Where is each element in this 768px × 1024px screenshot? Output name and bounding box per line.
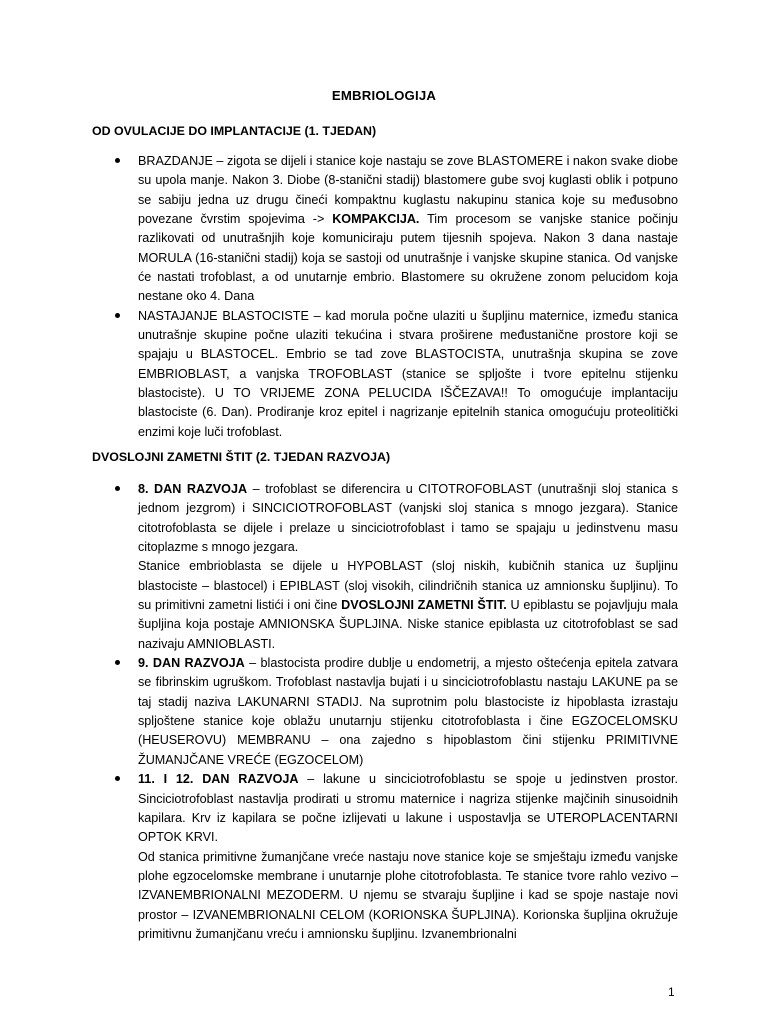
section-heading-week-2: DVOSLOJNI ZAMETNI ŠTIT (2. TJEDAN RAZVOJA) <box>92 450 391 464</box>
paragraph-text: BRAZDANJE – zigota se dijeli i stanice koje nastaju se zove BLASTOMERE i nakon svake diobe su upola manje. Nakon 3. Diobe (8-stanični stadij) blastomere gube svoj kuglasti oblik i potpuno se sabiju jedna uz drugu čineći kompaktnu kuglastu nakupinu stanica koje su međusobno povezane čvrstim spojevima -> <box>138 154 678 227</box>
paragraph-text: U epiblastu se pojavljuju mala šupljina koja postaje AMNIONSKA ŠUPLJINA. Niske stanice epiblasta uz citotrofoblast se sad nazivaju AMNIOBLASTI. <box>138 598 679 651</box>
paragraph-text: – trofoblast se diferencira u CITOTROFOBLAST (unutrašnji sloj stanica s jednom jezgrom) i SINCICIOTROFOBLAST (vanjski sloj stanica s mnogo jezgara). Stanice citotrofoblasta se dijele i prelaze u sinciciotrofoblast i tamo se spajaju u jedinstvenu masu citoplazme s mnogo jezgara. <box>138 482 679 555</box>
page-number: 1 <box>668 985 675 999</box>
bold-term: DVOSLOJNI ZAMETNI ŠTIT. <box>341 598 507 613</box>
section-heading-week-1: OD OVULACIJE DO IMPLANTACIJE (1. TJEDAN) <box>92 124 377 138</box>
bullet-icon <box>115 313 120 318</box>
bold-term: 9. DAN RAZVOJA <box>138 656 245 671</box>
bullet-list-week-1 <box>92 152 678 442</box>
paragraph <box>138 848 678 945</box>
paragraph <box>138 654 678 770</box>
paragraph-text: – blastocista prodire dublje u endometrij, a mjesto oštećenja epitela zatvara se fibrinskim ugruškom. Trofoblast nastavlja bujati i u sinciciotrofoblastu nastaju LAKUNE pa se taj stadij naziva LAKUNARNI STADIJ. Na suprotnim polu blastociste iz hipoblasta izrastaju spljoštene stanice koje oblažu unutarnju stijenku citotrofoblasta i čine EGZOCELOMSKU (HEUSEROVU) MEMBRANU – ona zajedno s hipoblastom čini stijenku PRIMITIVNE ŽUMANJČANE VREĆE (EGZOCELOM) <box>138 656 678 767</box>
list-item-day-8 <box>92 480 678 654</box>
bold-term: 11. I 12. DAN RAZVOJA <box>138 772 299 787</box>
bold-term: 8. DAN RAZVOJA <box>138 482 248 496</box>
bullet-icon <box>115 660 120 665</box>
paragraph-text: NASTAJANJE BLASTOCISTE – kad morula počne ulaziti u šupljinu maternice, između stanica unutrašnje skupine počne ulaziti tekućina i stvara proširene međustanične prostore koji se spajaju u BLASTOCEL. Embrio se tad zove BLASTOCISTA, unutrašnja skupina se zove EMBRIOBLAST, a vanjska TROFOBLAST (stanice se spljošte i tvore epitelnu stijenku blastociste). U TO VRIJEME ZONA PELUCIDA IŠČEZAVA!! To omogućuje implantaciju blastociste (6. Dan). Prodiranje kroz epitel i nagrizanje epitelnih stanica omogućuju proteolitički enzimi koje luči trofoblast. <box>138 308 678 439</box>
paragraph <box>138 557 678 654</box>
bullet-list-week-2 <box>92 480 678 944</box>
bullet-icon <box>115 486 120 491</box>
paragraph-text: – lakune u sinciciotrofoblastu se spoje u jedinstven prostor. Sinciciotrofoblast nastavlja prodirati u stromu maternice i nagriza stijenke majčinih sinusoidnih kapilara. Krv iz kapilara se počne izlijevati u lakune i uspostavlja se UTEROPLACENTARNI OPTOK KRVI. <box>138 772 678 845</box>
paragraph <box>138 770 678 847</box>
document-title: EMBRIOLOGIJA <box>331 88 437 103</box>
paragraph <box>138 152 678 307</box>
bullet-icon <box>115 776 120 781</box>
bold-term: KOMPAKCIJA. <box>332 212 420 227</box>
paragraph-text: Tim procesom se vanjske stanice počinju razlikovati od unutrašnjih koje komuniciraju putem tijesnih spojeva. Nakon 3 dana nastaje MORULA (16-stanični stadij) koja se sastoji od unutrašnje i vanjske skupine stanica. Od vanjske će nastati trofoblast, a od unutarnje embrio. Blastomere su okružene zonom pelucidom koja nestane oko 4. Dana <box>138 212 679 304</box>
paragraph <box>138 307 678 442</box>
list-item-brazdanje <box>92 152 678 307</box>
list-item-blastocista <box>92 307 678 442</box>
paragraph-text: Od stanica primitivne žumanjčane vreće nastaju nove stanice koje se smještaju između vanjske plohe egzocelomske membrane i unutarnje plohe citotrofoblasta. Te stanice tvore rahlo vezivo – IZVANEMBRIONALNI MEZODERM. U njemu se stvaraju šupljine i kad se spoje nastaje novi prostor – IZVANEMBRIONALNI CELOM (KORIONSKA ŠUPLJINA). Korionska šupljina okružuje primitivnu žumanjčanu vreću i amnionsku šupljinu. Izvanembrionalni <box>138 849 678 941</box>
paragraph <box>138 480 678 557</box>
list-item-day-9 <box>92 654 678 770</box>
bullet-icon <box>115 158 120 163</box>
paragraph-text: Stanice embrioblasta se dijele u HYPOBLAST (sloj niskih, kubičnih stanica uz šupljinu blastociste – blastocel) i EPIBLAST (sloj visokih, cilindričnih stanica uz amnionsku šupljinu). To su primitivni zametni listići i oni čine <box>138 559 678 613</box>
list-item-day-11-12 <box>92 770 678 944</box>
